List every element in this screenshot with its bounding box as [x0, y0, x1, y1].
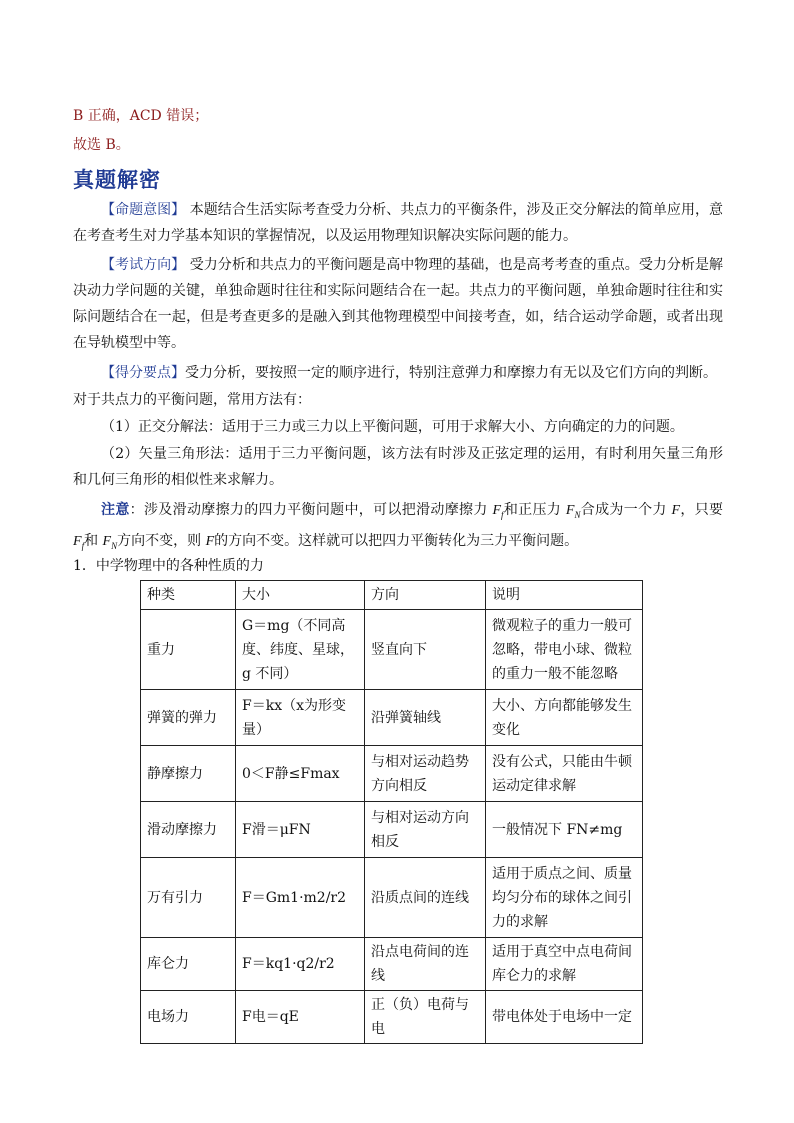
note-text-6: 方向不变，则 — [117, 532, 206, 549]
cell-note: 适用于质点之间、质量均匀分布的球体之间引力的求解 — [486, 858, 643, 938]
note-text-3: 合成为一个力 — [580, 502, 672, 518]
answer-line-2: 故选 B。 — [73, 137, 130, 153]
cell-size: F电＝qE — [236, 991, 365, 1044]
table-row — [141, 746, 643, 802]
note-text-1: ：涉及滑动摩擦力的四力平衡问题中，可以把滑动摩擦力 — [129, 502, 493, 518]
cell-direction: 沿点电荷间的连线 — [365, 938, 486, 991]
direction-text: 受力分析和共点力的平衡问题是高中物理的基础，也是高考考查的重点。受力分析是解决动力学问题的关键，单独命题时往往和实际问题结合在一起。共点力的平衡问题，单独命题时往往和实际问题结合在一起，但是考查更多的是融入到其他物理模型中间接考查，如，结合运动学命题，或者出现在导轨模型中等。 — [73, 257, 724, 351]
cell-kind: 静摩擦力 — [141, 746, 236, 802]
table-row — [141, 991, 643, 1044]
header-note: 说明 — [486, 581, 643, 610]
cell-kind: 库仑力 — [141, 938, 236, 991]
key-points-paragraph — [73, 360, 723, 386]
intent-text: 本题结合生活实际考查受力分析、共点力的平衡条件，涉及正交分解法的简单应用，意在考查考生对力学基本知识的掌握情况，以及运用物理知识解决实际问题的能力。 — [73, 202, 724, 244]
note-text-2: 和正压力 — [503, 502, 566, 518]
header-direction: 方向 — [365, 581, 486, 610]
var-ff: $F_f$ — [492, 503, 504, 520]
cell-kind: 电场力 — [141, 991, 236, 1044]
cell-size: F＝kq1·q2/r2 — [236, 938, 365, 991]
forces-table — [140, 580, 643, 1044]
cell-direction: 沿质点间的连线 — [365, 858, 486, 938]
cell-kind: 重力 — [141, 610, 236, 690]
intent-paragraph — [73, 197, 723, 249]
key-points-text: 受力分析，要按照一定的顺序进行，特别注意弹力和摩擦力有无以及它们方向的判断。 — [185, 365, 717, 381]
note-paragraph — [73, 497, 723, 559]
cell-note: 一般情况下 FN≠mg — [486, 802, 643, 858]
cell-note: 大小、方向都能够发生变化 — [486, 690, 643, 746]
intent-tag: 【命题意图】 — [101, 202, 186, 218]
table-row — [141, 802, 643, 858]
var-fn: $F_N$ — [565, 503, 581, 520]
cell-note: 微观粒子的重力一般可忽略，带电小球、微粒的重力一般不能忽略 — [486, 610, 643, 690]
cell-note: 带电体处于电场中一定 — [486, 991, 643, 1044]
cell-size: F＝kx（x为形变量） — [236, 690, 365, 746]
cell-kind: 弹簧的弹力 — [141, 690, 236, 746]
cell-size: 0＜F静≤Fmax — [236, 746, 365, 802]
table-row — [141, 690, 643, 746]
key-points-tag: 【得分要点】 — [101, 365, 185, 381]
table-header-row — [141, 581, 643, 610]
method-1: （1）正交分解法：适用于三力或三力以上平衡问题，可用于求解大小、方向确定的力的问题。 — [101, 419, 684, 435]
note-text-4: ，只要 — [680, 502, 724, 518]
cell-direction: 沿弹簧轴线 — [365, 690, 486, 746]
table-row — [141, 938, 643, 991]
key-points-text-2: 对于共点力的平衡问题，常用方法有： — [73, 392, 311, 408]
var-f-2: F — [205, 533, 215, 549]
cell-direction: 与相对运动方向相反 — [365, 802, 486, 858]
direction-paragraph — [73, 252, 723, 356]
cell-note: 适用于真空中点电荷间库仑力的求解 — [486, 938, 643, 991]
cell-size: F＝Gm1·m2/r2 — [236, 858, 365, 938]
table-title: 1．中学物理中的各种性质的力 — [73, 558, 264, 574]
header-kind: 种类 — [141, 581, 236, 610]
header-size: 大小 — [236, 581, 365, 610]
var-fn-2: $F_N$ — [102, 533, 118, 551]
table-row — [141, 610, 643, 690]
cell-direction: 正（负）电荷与电 — [365, 991, 486, 1044]
cell-kind: 滑动摩擦力 — [141, 802, 236, 858]
cell-direction: 竖直向下 — [365, 610, 486, 690]
direction-tag: 【考试方向】 — [101, 257, 186, 273]
method-2: （2）矢量三角形法：适用于三力平衡问题，该方法有时涉及正弦定理的运用，有时利用矢量三角形和几何三角形的相似性来求解力。 — [73, 446, 723, 488]
note-text-7: 的方向不变。这样就可以把四力平衡转化为三力平衡问题。 — [214, 532, 579, 549]
var-ff-2: $F_f$ — [73, 533, 85, 551]
note-text-5: 和 — [84, 532, 103, 549]
cell-note: 没有公式，只能由牛顿运动定律求解 — [486, 746, 643, 802]
cell-size: G＝mg（不同高度、纬度、星球，g 不同） — [236, 610, 365, 690]
cell-size: F滑＝μFN — [236, 802, 365, 858]
note-label: 注意 — [101, 502, 130, 518]
table-row — [141, 858, 643, 938]
answer-line-1: B 正确，ACD 错误； — [73, 108, 209, 124]
cell-direction: 与相对运动趋势方向相反 — [365, 746, 486, 802]
cell-kind: 万有引力 — [141, 858, 236, 938]
section-title: 真题解密 — [73, 167, 161, 192]
var-f: F — [671, 503, 681, 518]
